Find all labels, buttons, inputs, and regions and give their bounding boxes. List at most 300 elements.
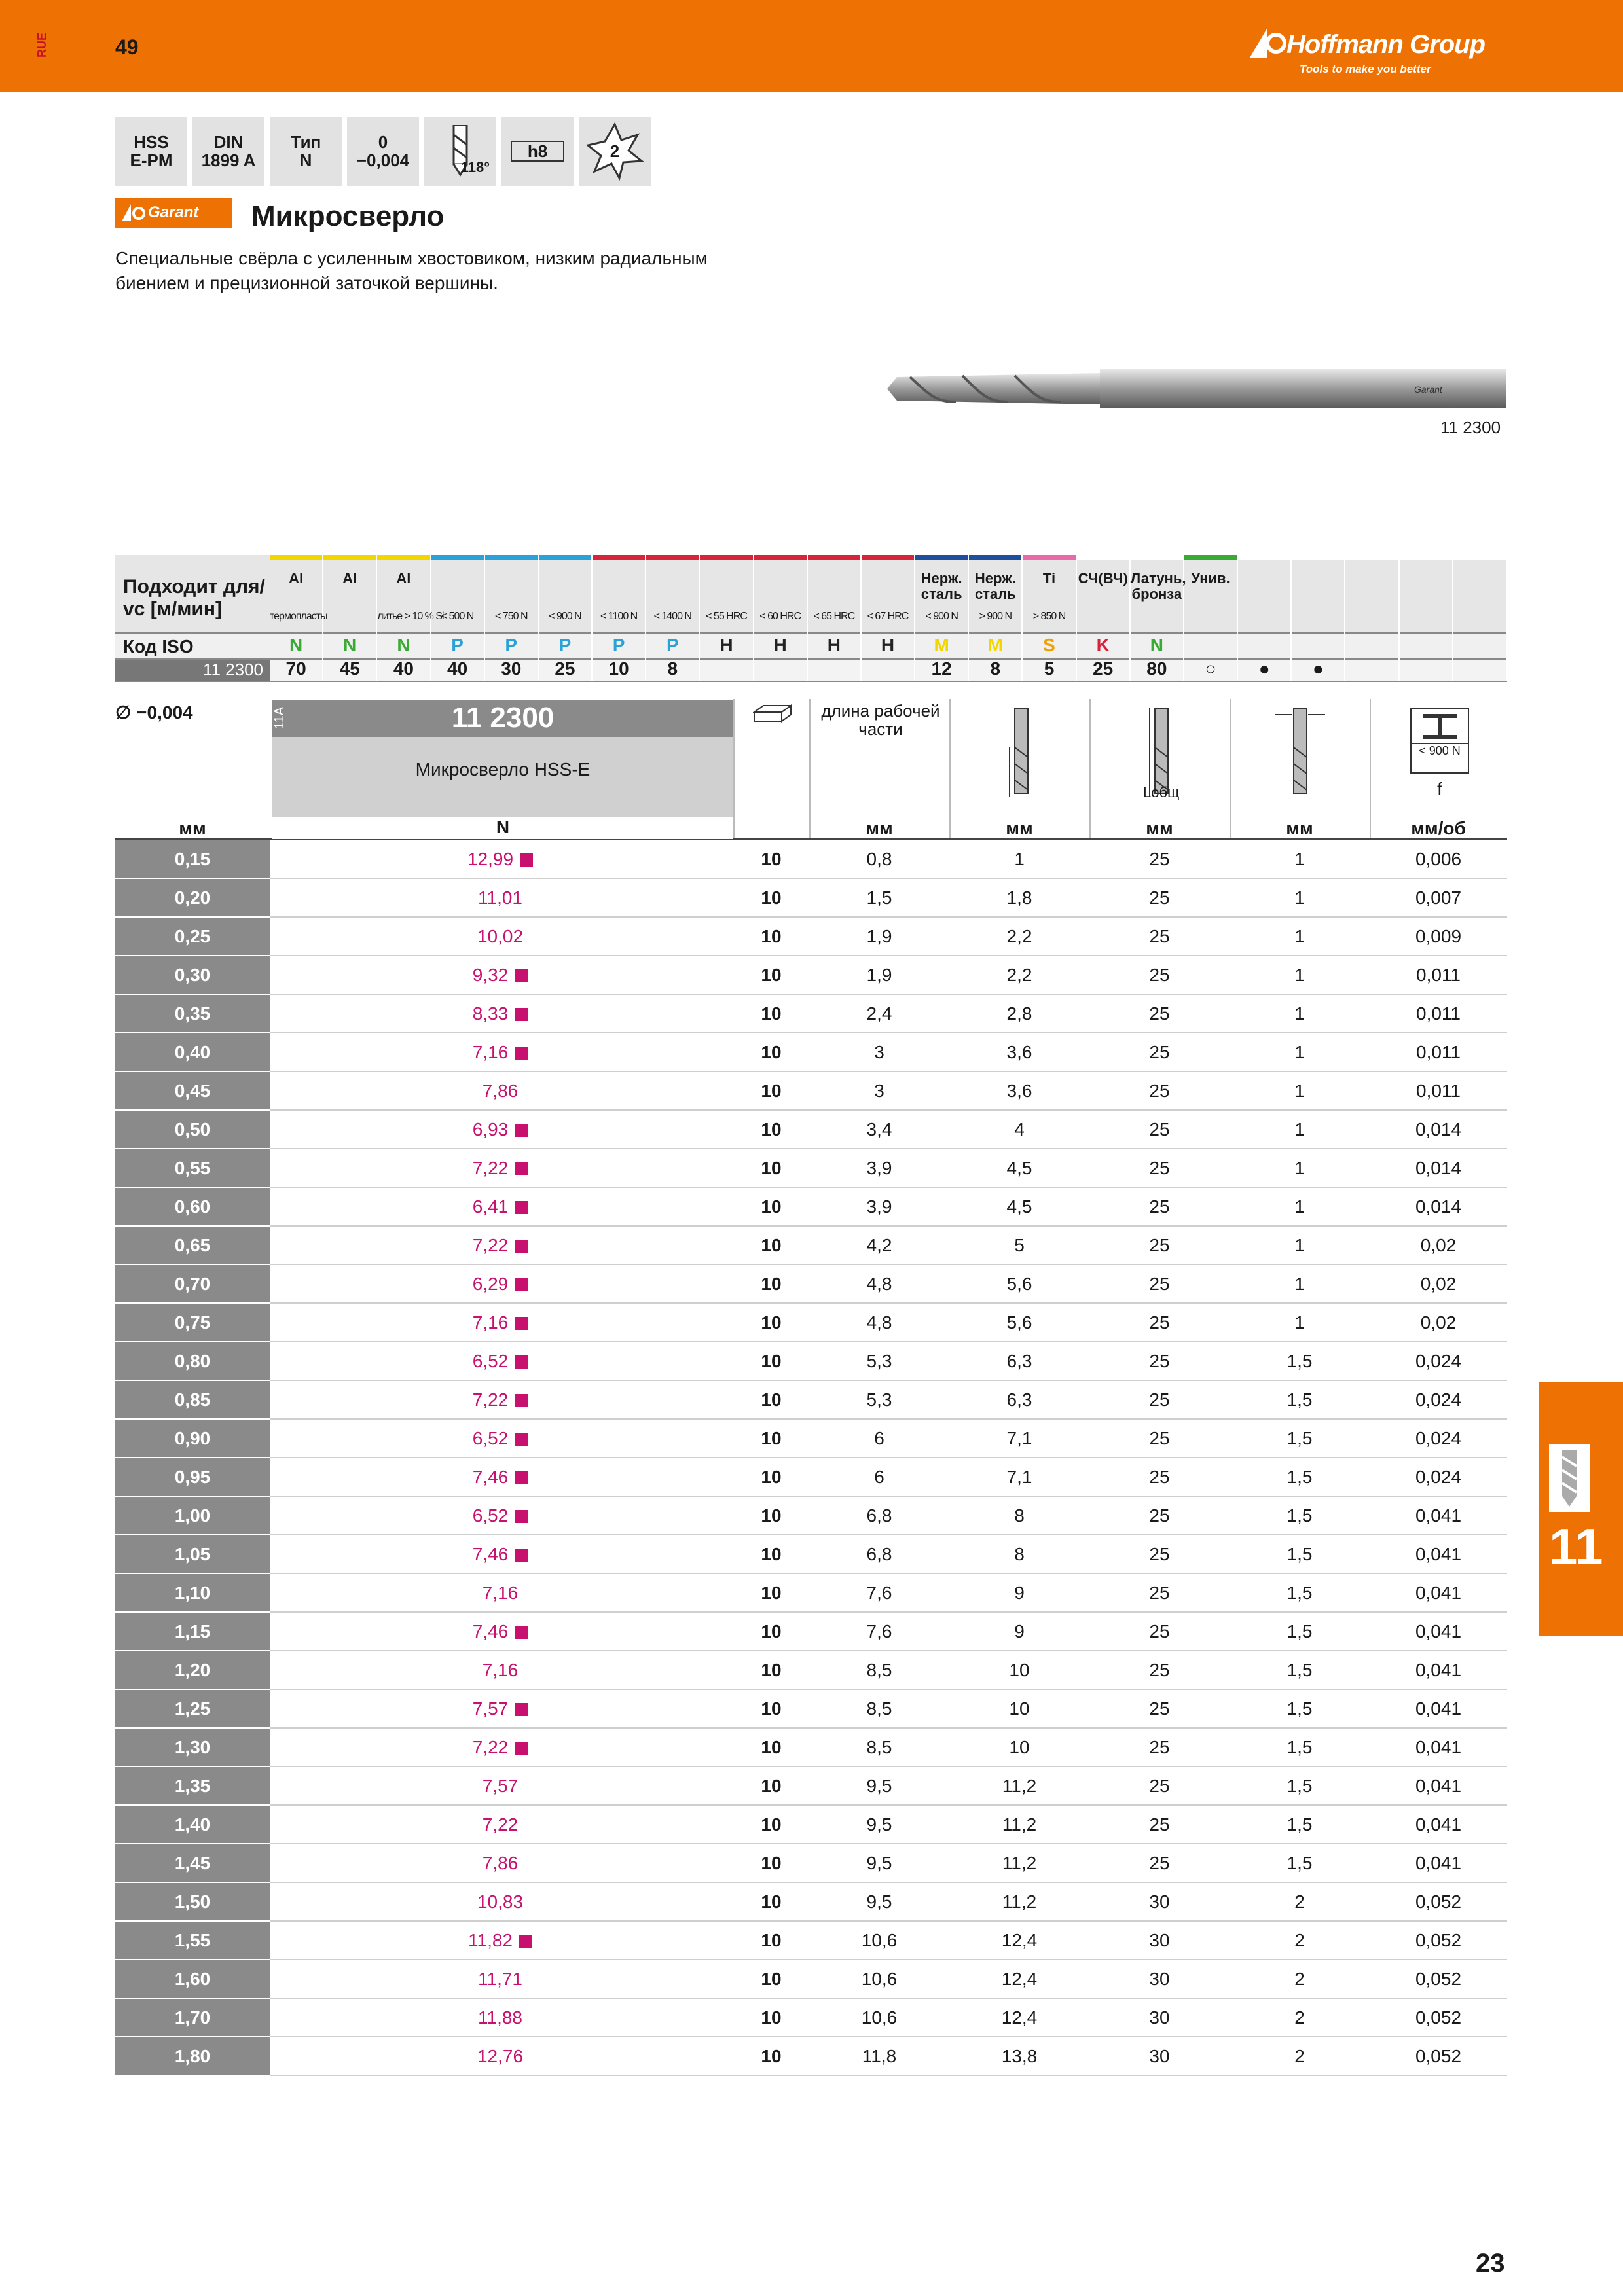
chapter-number: 11 [1549, 1518, 1603, 1575]
work-length: 2,4 [866, 1003, 892, 1024]
work-length: 6,8 [866, 1544, 892, 1564]
pack-qty: 10 [761, 1698, 782, 1719]
material-label: Унив. [1191, 570, 1230, 586]
price: 7,57 [270, 1690, 731, 1727]
total-length: 25 [1149, 1853, 1170, 1873]
diameter: 1,80 [115, 2037, 270, 2075]
diameter: 1,35 [115, 1767, 270, 1804]
iso-code: P [505, 635, 518, 655]
flute-length: 7,1 [1006, 1467, 1032, 1487]
material-label: Ti [1042, 570, 1056, 586]
shank-diameter: 1 [1294, 1042, 1305, 1062]
work-length: 6 [874, 1428, 884, 1448]
material-sub: термопласты [270, 611, 327, 622]
total-length: 25 [1149, 1776, 1170, 1796]
cutting-speed: 45 [339, 658, 360, 679]
shank-diameter: 2 [1294, 2007, 1305, 2028]
flute-length: 4,5 [1006, 1158, 1032, 1178]
shank-diameter: 1 [1294, 1081, 1305, 1101]
table-row[interactable] [115, 1033, 1507, 1072]
material-color-bar [969, 555, 1021, 560]
cutting-speed: 25 [1093, 658, 1114, 679]
table-row[interactable] [115, 1072, 1507, 1111]
table-row[interactable] [115, 1381, 1507, 1420]
price: 7,22 [270, 1227, 731, 1264]
price: 6,52 [270, 1342, 731, 1380]
pack-qty: 10 [761, 1505, 782, 1526]
cutting-speed: 8 [990, 658, 1001, 679]
pack-qty: 10 [761, 1660, 782, 1680]
shank-diameter: 1,5 [1286, 1660, 1313, 1680]
garant-brand-badge: Garant [115, 198, 232, 228]
table-row[interactable] [115, 1149, 1507, 1188]
diameter: 0,40 [115, 1033, 270, 1071]
product-image-caption: 11 2300 [1440, 418, 1501, 437]
feed: 0,024 [1415, 1428, 1462, 1448]
total-length: 25 [1149, 1003, 1170, 1024]
total-length: 30 [1149, 2046, 1170, 2066]
product-description: Специальные свёрла с усиленным хвостовиком, низким радиальным биением и прецизионной заточкой вершины. [115, 248, 708, 293]
cutting-speed: 5 [1044, 658, 1055, 679]
suitability-col [700, 555, 754, 681]
col-n-header: N [272, 817, 733, 839]
price: 11,01 [478, 888, 522, 908]
total-length: 25 [1149, 1274, 1170, 1294]
diameter: 1,30 [115, 1729, 270, 1766]
price: 7,46 [270, 1613, 731, 1650]
pack-qty: 10 [761, 888, 782, 908]
price: 7,46 [270, 1535, 731, 1573]
table-row[interactable] [115, 1535, 1507, 1574]
material-color-bar [1453, 555, 1506, 560]
feed: 0,02 [1420, 1274, 1457, 1294]
material-color-bar [700, 555, 752, 560]
table-row[interactable] [115, 1767, 1507, 1806]
total-length: 25 [1149, 1814, 1170, 1835]
work-length: 5,3 [866, 1351, 892, 1371]
work-length: 10,6 [861, 2007, 898, 2028]
total-length: 25 [1149, 926, 1170, 946]
table-row[interactable] [115, 1458, 1507, 1497]
diameter: 0,70 [115, 1265, 270, 1302]
flute-length: 10 [1009, 1660, 1030, 1680]
diameter-tolerance-label: ∅ −0,004 [115, 702, 193, 723]
work-length: 3,9 [866, 1196, 892, 1217]
table-row[interactable] [115, 1342, 1507, 1381]
price: 11,71 [478, 1969, 522, 1989]
total-length: 25 [1149, 1158, 1170, 1178]
material-color-bar [1077, 555, 1129, 560]
feed: 0,041 [1415, 1621, 1462, 1641]
page-number-bottom: 23 [1476, 2249, 1505, 2278]
suitability-col [593, 555, 646, 681]
price: 6,41 [270, 1188, 731, 1225]
work-length: 8,5 [866, 1660, 892, 1680]
hoffmann-logo-icon [1247, 26, 1286, 60]
pack-qty: 10 [761, 1467, 782, 1487]
table-row[interactable] [115, 1613, 1507, 1651]
material-color-bar [754, 555, 807, 560]
total-length: 30 [1149, 1930, 1170, 1950]
pack-qty: 10 [761, 1930, 782, 1950]
product-image [884, 363, 1512, 415]
shank-diameter: 1,5 [1286, 1776, 1313, 1796]
shank-diameter: 1 [1294, 1158, 1305, 1178]
table-row[interactable] [115, 1574, 1507, 1613]
price: 10,83 [477, 1892, 524, 1912]
shank-diameter: 1,5 [1286, 1428, 1313, 1448]
price: 7,86 [482, 1853, 519, 1873]
iso-code: P [666, 635, 679, 655]
flute-length: 8 [1014, 1505, 1025, 1526]
suitability-col [862, 555, 915, 681]
material-color-bar [1023, 555, 1075, 560]
unit-feed: мм/об [1411, 818, 1466, 838]
material-color-bar [377, 555, 429, 560]
price: 6,52 [270, 1497, 731, 1534]
cutting-speed: 30 [501, 658, 522, 679]
work-length: 0,8 [866, 849, 892, 869]
table-row[interactable] [115, 1111, 1507, 1149]
suitability-col [915, 555, 969, 681]
total-length: 25 [1149, 888, 1170, 908]
material-label: Al [396, 570, 411, 586]
total-length: 25 [1149, 849, 1170, 869]
price: 9,32 [270, 956, 731, 994]
shank-diameter: 2 [1294, 1969, 1305, 1989]
table-row[interactable] [115, 1690, 1507, 1729]
shank-diameter: 1,5 [1286, 1467, 1313, 1487]
suitability-col [808, 555, 862, 681]
spec-standard: DIN 1899 A [192, 117, 264, 186]
work-length: 3,9 [866, 1158, 892, 1178]
diameter: 0,80 [115, 1342, 270, 1380]
unit-total-length: мм [1146, 818, 1173, 838]
price: 6,52 [270, 1420, 731, 1457]
total-length: 25 [1149, 1081, 1170, 1101]
material-color-bar [431, 555, 484, 560]
table-row[interactable] [115, 1844, 1507, 1883]
material-sub: < 900 N [925, 611, 958, 622]
diameter: 0,50 [115, 1111, 270, 1148]
flute-length-icon [1007, 708, 1033, 800]
pack-qty: 10 [761, 1196, 782, 1217]
shank-diameter: 2 [1294, 2046, 1305, 2066]
work-length: 4,2 [866, 1235, 892, 1255]
table-row[interactable] [115, 918, 1507, 956]
table-row[interactable] [115, 1883, 1507, 1922]
table-row[interactable] [115, 1188, 1507, 1227]
unit-shank: мм [1286, 818, 1313, 838]
suitability-col [485, 555, 539, 681]
pack-qty: 10 [761, 1042, 782, 1062]
material-sub: < 67 HRC [867, 611, 909, 622]
pack-qty: 10 [761, 1081, 782, 1101]
pack-qty: 10 [761, 1351, 782, 1371]
table-row[interactable] [115, 1999, 1507, 2037]
material-color-bar [862, 555, 914, 560]
pack-qty: 10 [761, 965, 782, 985]
shank-diameter: 2 [1294, 1930, 1305, 1950]
stock-marker-icon [515, 1626, 528, 1639]
suitability-col [969, 555, 1023, 681]
feed: 0,011 [1416, 965, 1461, 985]
shank-diameter: 1,5 [1286, 1583, 1313, 1603]
feed: 0,024 [1415, 1390, 1462, 1410]
diameter: 1,05 [115, 1535, 270, 1573]
total-length: 25 [1149, 1660, 1170, 1680]
stock-marker-icon [515, 1703, 528, 1716]
table-row[interactable] [115, 1960, 1507, 1999]
article-description: Микросверло HSS-E [415, 759, 591, 780]
spec-type: Тип N [270, 117, 342, 186]
material-sub: < 1400 N [653, 611, 691, 622]
shank-diameter: 1 [1294, 1235, 1305, 1255]
cutting-speed: ● [1258, 658, 1270, 679]
flute-length: 7,1 [1006, 1428, 1032, 1448]
pack-qty: 10 [761, 1274, 782, 1294]
work-length: 1,9 [866, 965, 892, 985]
iso-code: K [1096, 635, 1110, 655]
diameter: 0,60 [115, 1188, 270, 1225]
iso-code: H [827, 635, 841, 655]
flute-length: 2,8 [1006, 1003, 1032, 1024]
diameter: 1,10 [115, 1574, 270, 1611]
diameter: 1,70 [115, 1999, 270, 2036]
total-length: 25 [1149, 965, 1170, 985]
spec-flutes: 2 [579, 117, 651, 186]
diameter: 1,20 [115, 1651, 270, 1689]
stock-marker-icon [515, 1433, 528, 1446]
iso-code-label: Код ISO [123, 636, 194, 656]
table-row[interactable] [115, 1922, 1507, 1960]
price: 6,29 [270, 1265, 731, 1302]
material-color-bar [1292, 555, 1344, 560]
iso-code: P [612, 635, 625, 655]
feed: 0,024 [1415, 1467, 1462, 1487]
work-length: 9,5 [866, 1776, 892, 1796]
flute-length: 5,6 [1006, 1312, 1032, 1333]
material-color-bar [1184, 555, 1237, 560]
feed: 0,052 [1415, 1892, 1462, 1912]
feed: 0,02 [1420, 1235, 1457, 1255]
material-sub: < 65 HRC [813, 611, 855, 622]
row-divider [270, 2075, 1507, 2076]
material-sub: < 55 HRC [706, 611, 747, 622]
work-length: 7,6 [866, 1583, 892, 1603]
feed: 0,009 [1415, 926, 1462, 946]
pack-qty: 10 [761, 1621, 782, 1641]
suitability-article: 11 2300 [115, 660, 270, 681]
suitability-col [270, 555, 327, 681]
suitability-col [1077, 555, 1131, 681]
flute-length: 12,4 [1001, 1969, 1038, 1989]
table-row[interactable] [115, 956, 1507, 995]
iso-code: H [720, 635, 733, 655]
suitability-col [1453, 555, 1507, 681]
svg-text:Garant: Garant [1414, 384, 1442, 395]
shank-diameter: 1 [1294, 965, 1305, 985]
price: 7,16 [270, 1304, 731, 1341]
iso-code: P [558, 635, 572, 655]
price: 7,86 [482, 1081, 519, 1101]
table-row[interactable] [115, 1420, 1507, 1458]
material-sub: < 900 N [549, 611, 581, 622]
work-length: 11,8 [862, 2046, 897, 2066]
spec-tolerance: 0 −0,004 [347, 117, 419, 186]
pack-qty: 10 [761, 1583, 782, 1603]
feed: 0,052 [1415, 1969, 1462, 1989]
material-color-bar [808, 555, 860, 560]
table-row[interactable] [115, 1651, 1507, 1690]
pack-qty: 10 [761, 1158, 782, 1178]
diameter: 0,35 [115, 995, 270, 1032]
pack-qty: 10 [761, 1776, 782, 1796]
diameter: 0,85 [115, 1381, 270, 1418]
feed: 0,041 [1415, 1505, 1462, 1526]
price: 11,88 [478, 2007, 522, 2028]
table-row[interactable] [115, 1227, 1507, 1265]
price: 7,57 [482, 1776, 519, 1796]
feed: 0,041 [1415, 1660, 1462, 1680]
shank-diameter: 1,5 [1286, 1544, 1313, 1564]
stock-marker-icon [515, 1201, 528, 1214]
material-label: Al [289, 570, 304, 586]
flute-length: 2,2 [1006, 926, 1032, 946]
feed: 0,041 [1415, 1814, 1462, 1835]
price: 11,82 [270, 1922, 731, 1959]
cutting-speed: 12 [931, 658, 952, 679]
table-row[interactable] [115, 995, 1507, 1033]
table-row[interactable] [115, 879, 1507, 918]
material-sub: < 500 N [441, 611, 474, 622]
pack-qty: 10 [761, 1428, 782, 1448]
material-color-bar [646, 555, 699, 560]
work-length: 4,8 [866, 1274, 892, 1294]
table-row[interactable] [115, 840, 1507, 879]
iso-code: M [987, 635, 1003, 655]
suitability-heading: Подходит для/ vc [м/мин] [123, 576, 265, 620]
package-icon [753, 704, 792, 724]
stock-marker-icon [515, 969, 528, 982]
diameter: 0,30 [115, 956, 270, 994]
diameter: 1,60 [115, 1960, 270, 1998]
iso-code: N [343, 635, 357, 655]
diameter: 0,75 [115, 1304, 270, 1341]
steel-beam-icon [1420, 713, 1459, 740]
material-color-bar [593, 555, 645, 560]
suitability-col [1400, 555, 1453, 681]
feed: 0,014 [1415, 1196, 1462, 1217]
diameter: 0,20 [115, 879, 270, 916]
table-row[interactable] [115, 1304, 1507, 1342]
price: 7,16 [482, 1660, 519, 1680]
work-length: 8,5 [866, 1737, 892, 1757]
flute-length: 12,4 [1001, 2007, 1038, 2028]
work-length: 7,6 [866, 1621, 892, 1641]
flute-length: 4 [1014, 1119, 1025, 1139]
total-length: 25 [1149, 1544, 1170, 1564]
cutting-speed: 10 [608, 658, 629, 679]
table-row[interactable] [115, 2037, 1507, 2076]
iso-code: H [773, 635, 787, 655]
price: 7,16 [270, 1033, 731, 1071]
work-length: 1,5 [866, 888, 892, 908]
suitability-col [1292, 555, 1345, 681]
flute-length: 9 [1014, 1621, 1025, 1641]
table-row[interactable] [115, 1265, 1507, 1304]
feed: 0,011 [1416, 1081, 1461, 1101]
cutting-speed: 70 [285, 658, 306, 679]
feed: 0,041 [1415, 1583, 1462, 1603]
shank-diameter: 1,5 [1286, 1737, 1313, 1757]
work-length: 1,9 [866, 926, 892, 946]
stock-marker-icon [515, 1162, 528, 1175]
flute-length: 5 [1014, 1235, 1025, 1255]
pack-qty: 10 [761, 1853, 782, 1873]
suitability-col [754, 555, 808, 681]
material-label: Нерж. сталь [921, 570, 962, 602]
diameter: 1,25 [115, 1690, 270, 1727]
iso-code: N [289, 635, 303, 655]
pack-qty: 10 [761, 1003, 782, 1024]
feed: 0,052 [1415, 1930, 1462, 1950]
material-sub: < 60 HRC [759, 611, 801, 622]
brand-slogan: Tools to make you better [1300, 63, 1431, 75]
shank-diameter: 1 [1294, 1119, 1305, 1139]
pack-qty: 10 [761, 926, 782, 946]
total-length: 25 [1149, 1042, 1170, 1062]
shank-diameter: 1,5 [1286, 1505, 1313, 1526]
flute-length: 9 [1014, 1583, 1025, 1603]
material-label: Нерж. сталь [974, 570, 1016, 602]
work-length: 3,4 [866, 1119, 892, 1139]
price: 12,99 [270, 840, 731, 878]
iso-code: S [1043, 635, 1055, 655]
shank-diameter: 1 [1294, 1274, 1305, 1294]
diameter: 0,55 [115, 1149, 270, 1187]
flute-length: 2,2 [1006, 965, 1032, 985]
table-row[interactable] [115, 1806, 1507, 1844]
cutting-speed: ○ [1205, 658, 1216, 679]
material-color-bar [1131, 555, 1183, 560]
price: 7,22 [270, 1729, 731, 1766]
shank-diameter: 1 [1294, 926, 1305, 946]
diameter: 1,00 [115, 1497, 270, 1534]
flute-length: 6,3 [1006, 1390, 1032, 1410]
total-length-header: Lобщ [1089, 699, 1230, 839]
material-color-bar [1345, 555, 1398, 560]
work-length: 3 [874, 1081, 884, 1101]
stock-marker-icon [515, 1124, 528, 1137]
table-row[interactable] [115, 1729, 1507, 1767]
pack-qty: 10 [761, 2046, 782, 2066]
suitability-col [431, 555, 485, 681]
work-length: 5,3 [866, 1390, 892, 1410]
table-row[interactable] [115, 1497, 1507, 1535]
flute-length: 4,5 [1006, 1196, 1032, 1217]
suitability-col [1131, 555, 1184, 681]
stock-marker-icon [515, 1471, 528, 1484]
diameter: 1,45 [115, 1844, 270, 1882]
flute-length: 11,2 [1002, 1853, 1037, 1873]
brand-name: Hoffmann Group [1286, 30, 1486, 59]
stock-marker-icon [515, 1047, 528, 1060]
pack-qty: 10 [761, 1737, 782, 1757]
stock-marker-icon [515, 1278, 528, 1291]
material-color-bar [323, 555, 376, 560]
feed: 0,041 [1415, 1776, 1462, 1796]
